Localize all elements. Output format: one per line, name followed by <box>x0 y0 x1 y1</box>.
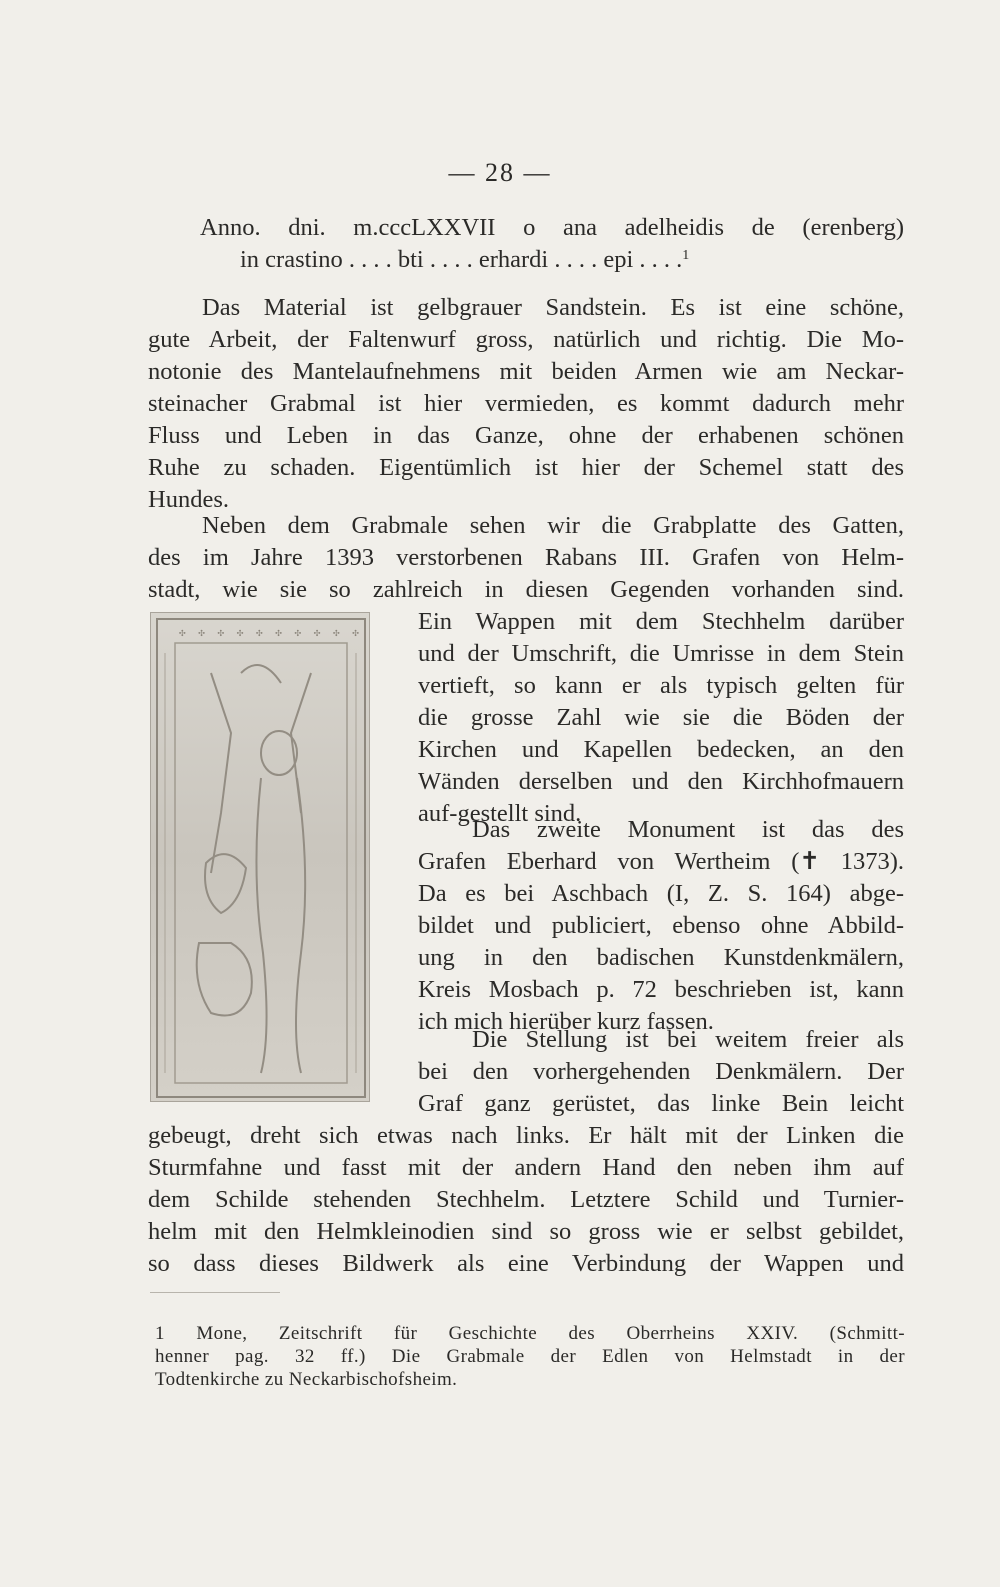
text-line: Grafen Eberhard von Wertheim (✝ 1373). <box>418 848 904 875</box>
text-line: Ein Wappen mit dem Stechhelm darüber <box>418 608 904 635</box>
footnote-line: henner pag. 32 ff.) Die Grabmale der Edlen von Helmstadt in der <box>155 1346 905 1367</box>
text-line: Kreis Mosbach p. 72 beschrieben ist, kann <box>418 976 904 1003</box>
text-line: auf-gestellt sind. <box>418 800 582 827</box>
text-line: Fluss und Leben in das Ganze, ohne der erhabenen schönen <box>148 422 904 449</box>
text-line: notonie des Mantelaufnehmens mit beiden Armen wie am Neckar- <box>148 358 904 385</box>
text-line: stadt, wie sie so zahlreich in diesen Gegenden vorhanden sind. <box>148 576 904 603</box>
text-line: Da es bei Aschbach (I, Z. S. 164) abge- <box>418 880 904 907</box>
text-line: und der Umschrift, die Umrisse in dem Stein <box>418 640 904 667</box>
text-line: gute Arbeit, der Faltenwurf gross, natürlich und richtig. Die Mo- <box>148 326 904 353</box>
text-line: Ruhe zu schaden. Eigentümlich ist hier der Schemel statt des <box>148 454 904 481</box>
footnote-marker: 1 <box>682 248 690 263</box>
text-line: ich mich hierüber kurz fassen. <box>418 1008 714 1035</box>
inscription-line-1: Anno. dni. m.cccLXXVII o ana adelheidis de (erenberg) <box>200 214 904 241</box>
text-line: Das zweite Monument ist das des <box>472 816 904 843</box>
text-line: Sturmfahne und fasst mit der andern Hand den neben ihm auf <box>148 1154 904 1181</box>
text-line: helm mit den Helmkleinodien sind so gross wie er selbst gebildet, <box>148 1218 904 1245</box>
page-number: — 28 — <box>448 158 552 187</box>
text-line: Neben dem Grabmale sehen wir die Grabplatte des Gatten, <box>202 512 904 539</box>
text-line: so dass dieses Bildwerk als eine Verbindung der Wappen und <box>148 1250 904 1277</box>
inscription-line-2: in crastino . . . . bti . . . . erhardi . . . . epi . . . .$^1$ <box>240 246 690 273</box>
text-line: vertieft, so kann er als typisch gelten für <box>418 672 904 699</box>
text-line: des im Jahre 1393 verstorbenen Rabans III. Grafen von Helm- <box>148 544 904 571</box>
text-line: ung in den badischen Kunstdenkmälern, <box>418 944 904 971</box>
text-line: Die Stellung ist bei weitem freier als <box>472 1026 904 1053</box>
footnote-line: 1 Mone, Zeitschrift für Geschichte des Oberrheins XXIV. (Schmitt- <box>155 1323 905 1344</box>
text-line: Graf ganz gerüstet, das linke Bein leicht <box>418 1090 904 1117</box>
svg-text:✣ ✣ ✣ ✣ ✣ ✣ ✣ ✣ ✣ ✣: ✣ ✣ ✣ ✣ ✣ ✣ ✣ ✣ ✣ ✣ <box>179 626 362 639</box>
text-line: die grosse Zahl wie sie die Böden der <box>418 704 904 731</box>
text-line: steinacher Grabmal ist hier vermieden, es kommt dadurch mehr <box>148 390 904 417</box>
text-line: Kirchen und Kapellen bedecken, an den <box>418 736 904 763</box>
text-line: bildet und publiciert, ebenso ohne Abbild- <box>418 912 904 939</box>
text-line: bei den vorhergehenden Denkmälern. Der <box>418 1058 904 1085</box>
tomb-slab-drawing <box>151 613 371 1103</box>
text-line: gebeugt, dreht sich etwas nach links. Er hält mit der Linken die <box>148 1122 904 1149</box>
footnote-divider <box>150 1292 280 1293</box>
tomb-slab-image <box>150 612 370 1102</box>
text-line: Das Material ist gelbgrauer Sandstein. Es ist eine schöne, <box>202 294 904 321</box>
footnote-line: Todtenkirche zu Neckarbischofsheim. <box>155 1369 458 1390</box>
text-line: Hundes. <box>148 486 229 513</box>
text-line: Wänden derselben und den Kirchhofmauern <box>418 768 904 795</box>
text-line: dem Schilde stehenden Stechhelm. Letztere Schild und Turnier- <box>148 1186 904 1213</box>
